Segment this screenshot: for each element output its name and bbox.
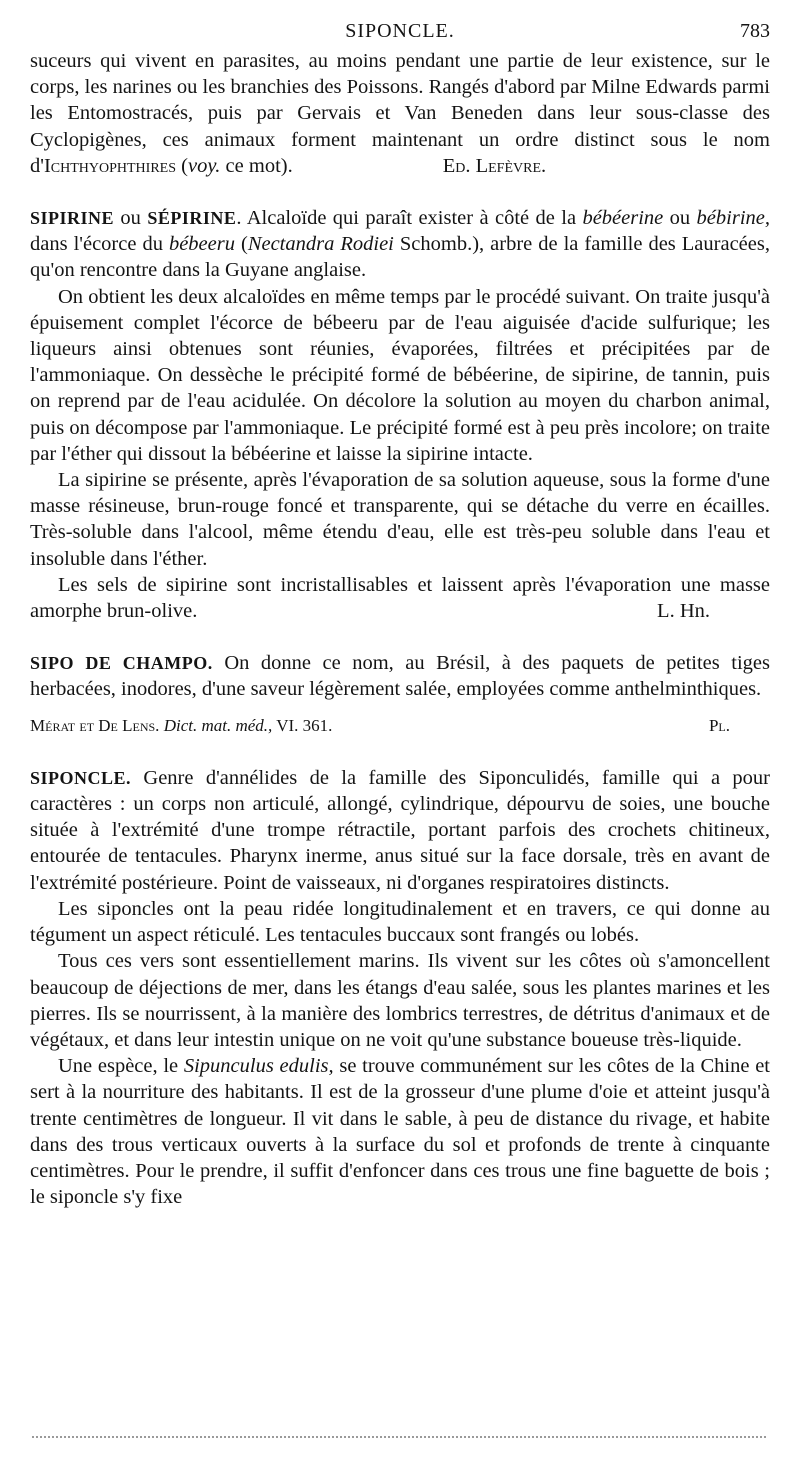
- article-headword-alt: SÉPIRINE: [147, 208, 237, 229]
- article-paragraph: SIPONCLE. Genre d'annélides de la famille des Siponculidés, famille qui a pour caractères : un corps non articulé, allongé, cylindrique, dépourvu de soies, une bouche située à l'extrémité d'une trompe rétractile, portant parfois des crochets chitineux, entourée de tentacules. Pharynx inerme, anus situé sur la face dorsale, très en avant de l'extrémité postérieure. Point de vaisseaux, ni d'organes respiratoires distincts.: [30, 766, 770, 894]
- article-sipo-de-champo: [30, 650, 770, 739]
- article-paragraph: SIPIRINE ou SÉPIRINE. Alcaloïde qui paraît exister à côté de la bébéerine ou bébirine, dans l'écorce du bébeeru (Nectandra Rodiei Schomb.), arbre de la famille des Lauracées, qu'on rencontre dans la Guyane anglaise.: [30, 207, 770, 282]
- ichthyophthires-term: Ichthyophthires: [43, 154, 177, 177]
- author-signature: Pl.: [708, 715, 730, 735]
- article-paragraph: Tous ces vers sont essentiellement marins. Ils vivent sur les côtes où s'amoncellent beaucoup de déjections de mer, dans les étangs d'eau salée, sous les plantes marines et les pierres. Ils se nourrissent, à la manière des lombrics terrestres, de détritus d'animaux et de végétaux, et dans leur intestin unique on ne voit qu'une substance boueuse très-liquide.: [30, 950, 770, 1051]
- article-paragraph: Les sels de sipirine sont incristallisables et laissent après l'évaporation une masse amorphe brun-olive. L. Hn.: [30, 572, 770, 624]
- article-paragraph: Les siponcles ont la peau ridée longitudinalement et en travers, ce qui donne au tégument un aspect réticulé. Les tentacules buccaux sont frangés ou lobés.: [30, 897, 770, 947]
- article-paragraph: SIPO DE CHAMPO. On donne ce nom, au Brésil, à des paquets de petites tiges herbacées, inodores, d'une saveur légèrement salée, employées comme anthelminthiques.: [30, 652, 770, 701]
- article-siponcle: [30, 765, 770, 1210]
- page-number: 783: [740, 20, 770, 42]
- intro-paragraph: suceurs qui vivent en parasites, au moins pendant une partie de leur existence, sur le corps, les narines ou les branchies des Poissons. Rangés d'abord par Milne Edwards parmi les Entomostracés, puis par Gervais et Van Beneden dans leur sous-classe des Cyclopigènes, ces animaux forment maintenant un ordre distinct sous le nom d'Ichthyophthires (voy. ce mot). Ed. Lefèvre.: [30, 48, 770, 179]
- article-headword: SIPIRINE: [30, 208, 115, 229]
- running-title: SIPONCLE.: [345, 20, 455, 42]
- running-header: [30, 18, 770, 48]
- author-signature: Ed. Lefèvre.: [442, 154, 547, 177]
- article-sipirine: [30, 205, 770, 624]
- bottom-rule-divider: [32, 1436, 766, 1438]
- article-paragraph: On obtient les deux alcaloïdes en même temps par le procédé suivant. On traite jusqu'à épuisement complet l'écorce de bébeeru par de l'eau aiguisée d'acide sulfurique; les liqueurs ainsi obtenues sont réunies, évaporées, filtrées et précipitées par de l'ammoniaque. On dessèche le précipité formé de bébéerine, de sipirine, de tannin, puis on reprend par de l'eau acidulée. On décolore la solution au moyen du charbon animal, puis on décompose par l'ammoniaque. Le précipité formé est à peu près incolore; on traite par l'éther qui dissout la bébéerine et laisse la sipirine intacte.: [30, 285, 770, 465]
- article-headword: SIPONCLE.: [30, 767, 132, 788]
- intro-continuation: [30, 48, 770, 179]
- bibliographic-reference: Mérat et De Lens. Dict. mat. méd., VI. 361. Pl.: [30, 713, 770, 739]
- article-headword: SIPO DE CHAMPO.: [30, 653, 213, 674]
- author-signature: L. Hn.: [657, 600, 710, 623]
- article-paragraph: La sipirine se présente, après l'évaporation de sa solution aqueuse, sous la forme d'une masse résineuse, brun-rouge foncé et transparente, qui se détache du verre en écailles. Très-soluble dans l'alcool, même étendu d'eau, elle est très-peu soluble dans l'eau et insoluble dans l'éther.: [30, 469, 770, 570]
- article-paragraph: Une espèce, le Sipunculus edulis, se trouve communément sur les côtes de la Chine et sert à la nourriture des habitants. Il est de la grosseur d'une plume d'oie et atteint jusqu'à trente centimètres de longueur. Il vit dans le sable, à peu de distance du rivage, et habite dans des trous verticaux ouverts à la surface du sol et profonds de trente à cinquante centimètres. Pour le prendre, il suffit d'enfoncer dans ces trous une fine baguette de bois ; le siponcle s'y fixe: [30, 1055, 770, 1209]
- document-page: [30, 18, 770, 1210]
